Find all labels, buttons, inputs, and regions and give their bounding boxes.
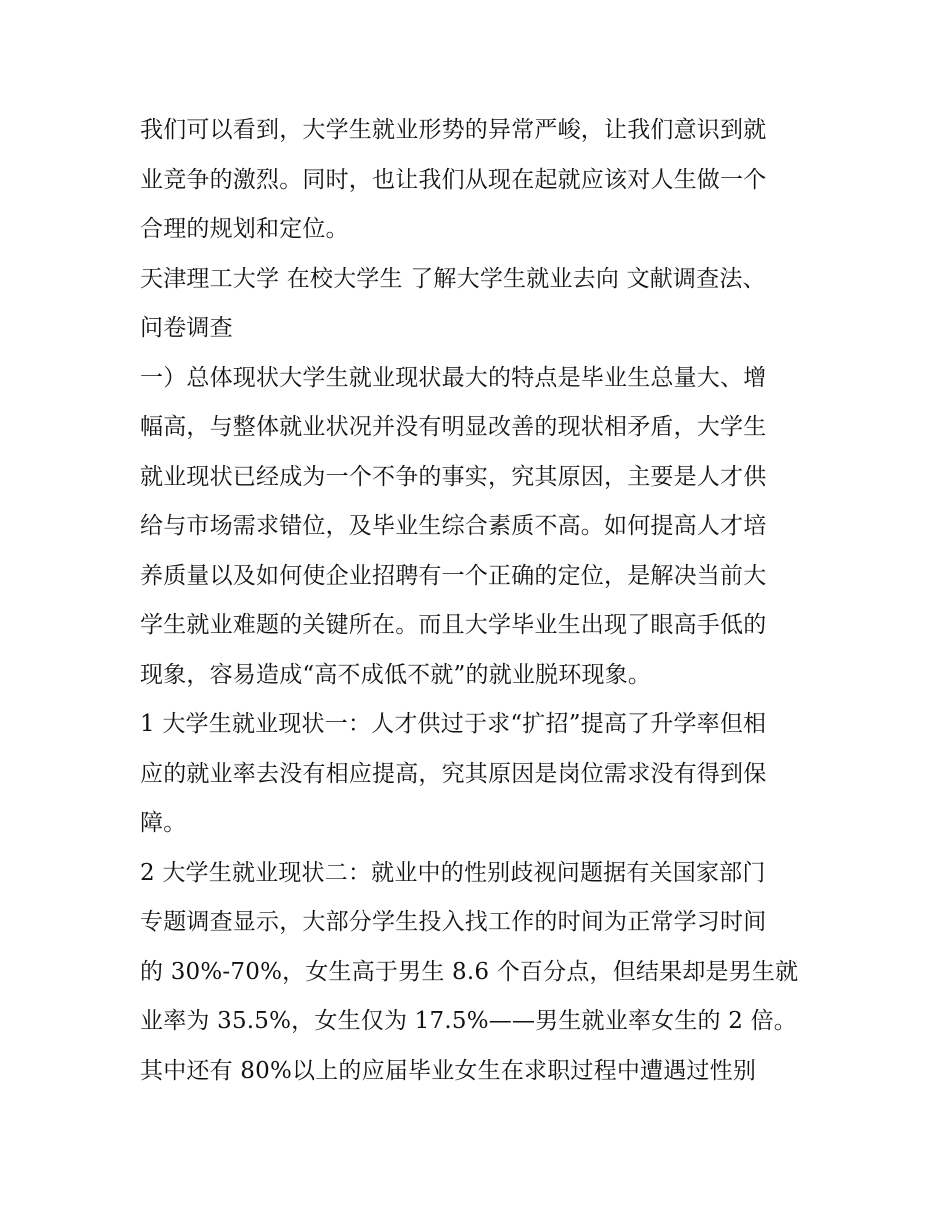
text-line: 就业现状已经成为一个不争的事实，究其原因，主要是人才供 (140, 463, 767, 490)
text-line: 2 大学生就业现状二：就业中的性别歧视问题据有关国家部门 (140, 859, 766, 886)
document-body (140, 106, 820, 1096)
text-line: 业竞争的激烈。同时，也让我们从现在起就应该对人生做一个 (140, 166, 767, 193)
text-line: 一）总体现状大学生就业现状最大的特点是毕业生总量大、增 (140, 364, 767, 391)
text-line: 的 30%-70%，女生高于男生 8.6 个百分点，但结果却是男生就 (140, 958, 799, 985)
text-line: 学生就业难题的关键所在。而且大学毕业生出现了眼高手低的 (140, 612, 767, 638)
text-line: 天津理工大学 在校大学生 了解大学生就业去向 文献调查法、 (140, 265, 766, 292)
text-line: 问卷调查 (140, 315, 233, 341)
text-line: 专题调查显示，大部分学生投入找工作的时间为正常学习时间 (140, 909, 767, 935)
text-line: 1 大学生就业现状一：人才供过于求“扩招”提高了升学率但相 (140, 711, 767, 737)
text-line: 幅高，与整体就业状况并没有明显改善的现状相矛盾，大学生 (140, 414, 767, 440)
text-line: 我们可以看到，大学生就业形势的异常严峻，让我们意识到就 (140, 117, 767, 143)
text-line: 现象，容易造成“高不成低不就”的就业脱环现象。 (140, 661, 652, 688)
text-line: 其中还有 80%以上的应届毕业女生在求职过程中遭遇过性别 (140, 1057, 757, 1084)
text-line: 合理的规划和定位。 (140, 216, 349, 242)
text-line: 障。 (140, 810, 187, 836)
text-line: 业率为 35.5%，女生仅为 17.5%——男生就业率女生的 2 倍。 (140, 1008, 798, 1034)
text-line: 应的就业率去没有相应提高，究其原因是岗位需求没有得到保 (140, 760, 767, 787)
text-line: 养质量以及如何使企业招聘有一个正确的定位，是解决当前大 (140, 562, 767, 589)
text-line: 给与市场需求错位，及毕业生综合素质不高。如何提高人才培 (140, 513, 767, 539)
